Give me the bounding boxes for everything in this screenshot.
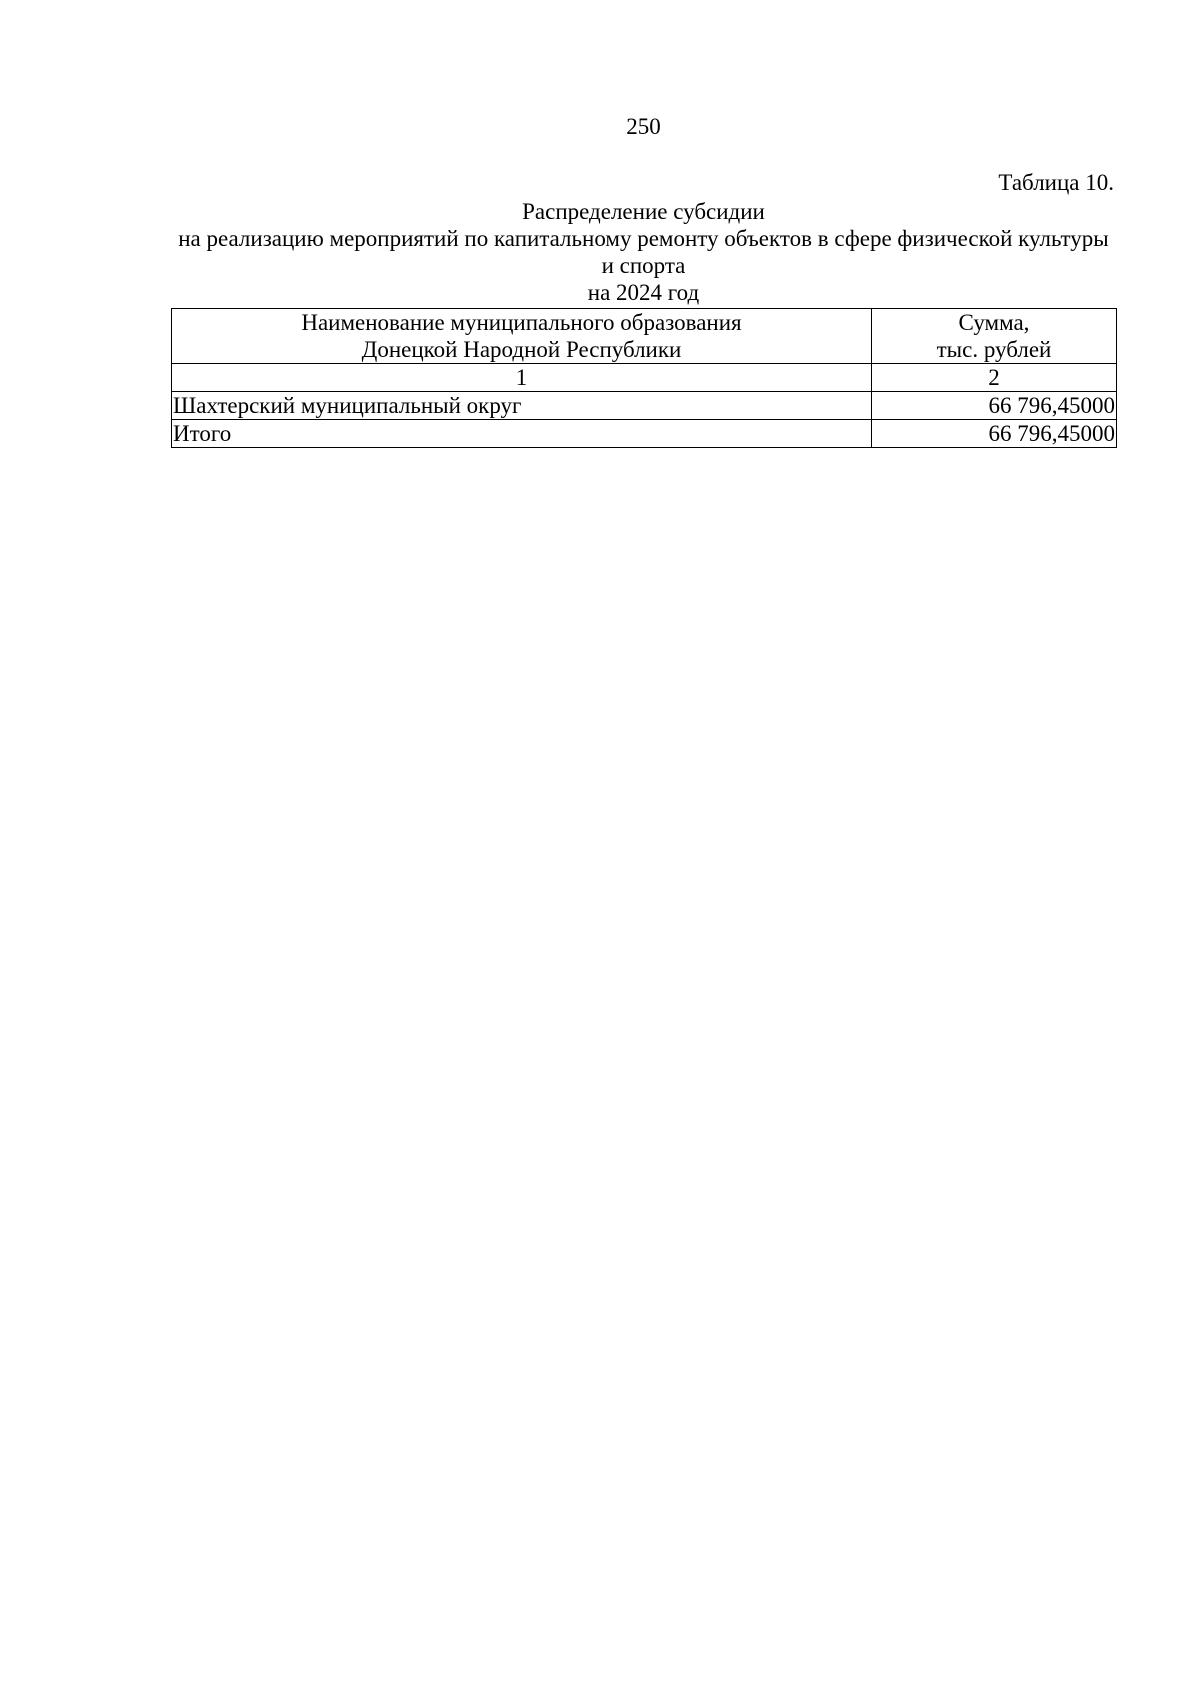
header-amount [872, 309, 1117, 364]
column-number-2: 2 [872, 364, 1117, 392]
total-amount: 66 796,45000 [872, 420, 1117, 448]
total-row [172, 420, 1117, 448]
table-title [171, 198, 1116, 306]
title-line-1: Распределение субсидии [522, 199, 765, 224]
header-municipality [172, 309, 872, 364]
title-line-2: на реализацию мероприятий по капитальному ремонту объектов в сфере физической культуры и спорта [178, 226, 1109, 278]
column-number-row [172, 364, 1117, 392]
table-row [172, 392, 1117, 420]
column-number-1: 1 [172, 364, 872, 392]
header-amount-line-1: Сумма, [958, 310, 1030, 335]
header-municipality-line-2: Донецкой Народной Республики [361, 337, 682, 362]
total-label: Итого [172, 420, 872, 448]
header-amount-line-2: тыс. рублей [936, 337, 1052, 362]
title-line-3: на 2024 год [587, 280, 700, 305]
row-municipality-name: Шахтерский муниципальный округ [172, 392, 872, 420]
table-header-row [172, 309, 1117, 364]
subsidy-table [171, 308, 1117, 448]
header-municipality-line-1: Наименование муниципального образования [301, 310, 742, 335]
page-number: 250 [626, 114, 661, 139]
table-label: Таблица 10. [998, 170, 1114, 195]
row-amount: 66 796,45000 [872, 392, 1117, 420]
